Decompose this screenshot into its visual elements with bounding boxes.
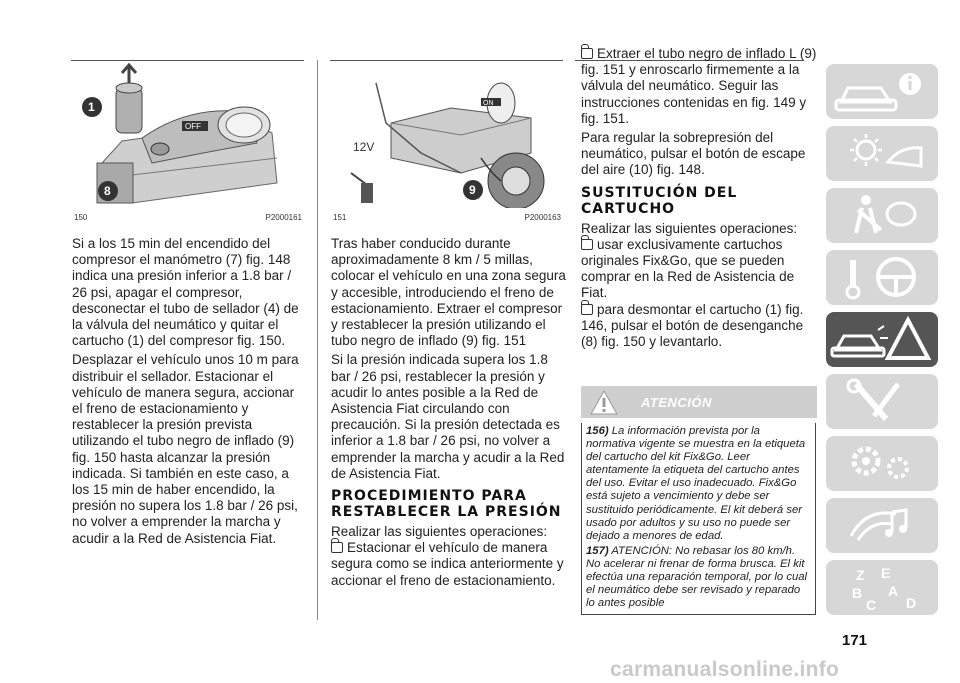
- sidebar-tab-starting[interactable]: [826, 250, 938, 305]
- page-number: 171: [842, 632, 868, 649]
- bullet-icon: [581, 239, 593, 250]
- figure-code: P2000161: [265, 213, 302, 222]
- technical-data-gears-icon: [826, 436, 938, 491]
- paragraph: Para regular la sobrepresión del neumático, pulsar el botón de escape del aire (10) fig. 148.: [581, 130, 806, 178]
- list-item: [581, 302, 817, 351]
- svg-text:A: A: [888, 583, 899, 599]
- figure-150-caption: [74, 213, 302, 222]
- dashboard-lights-icon: [826, 126, 938, 181]
- column-2-text: [331, 236, 567, 592]
- sidebar-tab-dashboard[interactable]: [826, 126, 938, 181]
- sidebar-tab-multimedia[interactable]: [826, 498, 938, 553]
- figure-number: 150: [74, 213, 88, 222]
- callout-1: 1: [88, 100, 95, 114]
- top-rule-col2: [330, 60, 563, 61]
- sidebar-tab-car-info[interactable]: [826, 64, 938, 119]
- section-heading: PROCEDIMIENTO PARA RESTABLECER LA PRESIÓN: [331, 488, 562, 521]
- note-text: La información prevista por la normativa vigente se muestra en la etiqueta del cartucho del kit Fix&Go. Leer atentamente la etiqueta del cartucho antes del uso. Evitar el uso inadecuado. Fix&Go está sujeto a vencimiento y debe ser sustituido periódicamente. El kit deberá ser usado por adultos y su uso no puede ser dejado a menores de edad.: [586, 425, 806, 542]
- callout-9: 9: [469, 183, 476, 197]
- note-number: 157): [586, 544, 609, 557]
- sidebar-tab-maintenance[interactable]: [826, 374, 938, 429]
- warning-box: [581, 423, 816, 615]
- paragraph: Desplazar el vehículo unos 10 m para distribuir el sellador. Estacionar el vehículo de manera segura, accionar el freno de estacionamiento y restablecer la presión prevista utilizando el tubo negro de inflado (9) fig. 150 hasta alcanzar la presión indicada. Si también en este caso, a los 15 min de haber encendido, la presión no supera los 1.8 bar / 26 psi, no volver a emprender la marcha y acudir a la Red de Asistencia Fiat.: [72, 352, 299, 546]
- sidebar-tab-index[interactable]: [826, 560, 938, 615]
- sidebar-tab-technical-data[interactable]: [826, 436, 938, 491]
- figure-151-caption: [333, 213, 561, 222]
- on-label: ON: [483, 100, 494, 107]
- paragraph: Realizar las siguientes operaciones:: [331, 524, 548, 540]
- list-item: [331, 540, 567, 589]
- list-item: [581, 46, 817, 127]
- list-item-text: usar exclusivamente cartuchos originales Fix&Go, que se pueden comprar en la Red de Asistencia de Fiat.: [581, 236, 795, 301]
- off-label: OFF: [185, 122, 201, 131]
- bullet-icon: [581, 304, 593, 315]
- breakdown-warning-icon: [826, 312, 938, 367]
- svg-text:C: C: [866, 597, 877, 613]
- paragraph: Si a los 15 min del encendido del compresor el manómetro (7) fig. 148 indica una presión inferior a 1.8 bar / 26 psi, apagar el compresor, desconectar el tubo de sellador (4) de la válvula del neumático y quitar el cartucho (1) del compresor fig. 150.: [72, 236, 299, 349]
- column-divider: [317, 60, 318, 620]
- list-item-text: para desmontar el cartucho (1) fig. 146, pulsar el botón de desenganche (8) fig. 150 y levantarlo.: [581, 301, 804, 350]
- list-item-text: Estacionar el vehículo de manera segura como se indica anteriormente y accionar el freno de estacionamiento.: [331, 540, 564, 588]
- column-3-text: [581, 46, 817, 353]
- index-letters-icon: [826, 560, 938, 615]
- note-number: 156): [586, 425, 609, 437]
- seatbelt-airbag-icon: [826, 188, 938, 243]
- column-1-text: [72, 236, 307, 550]
- figure-code: P2000163: [524, 213, 561, 222]
- multimedia-icon: [826, 498, 938, 553]
- warning-triangle-icon: [589, 388, 619, 416]
- svg-text:B: B: [852, 585, 863, 601]
- warning-title: ATENCIÓN: [641, 395, 712, 410]
- svg-text:E: E: [881, 565, 891, 581]
- warning-header: [581, 386, 817, 418]
- bullet-icon: [581, 48, 593, 59]
- bullet-icon: [331, 542, 343, 553]
- warning-note: [586, 425, 810, 543]
- list-item-text: Extraer el tubo negro de inflado L (9) fig. 151 y enroscarlo firmemente a la válvula del neumático. Seguir las instrucciones contenidas en fig. 149 y fig. 151.: [581, 46, 817, 126]
- paragraph: Si la presión indicada supera los 1.8 bar / 26 psi, restablecer la presión y acudir lo antes posible a la Red de Asistencia Fiat circulando con precaución. Si la presión detectada es inferior a 1.8 bar / 26 psi, no volver a emprender la marcha y acudir a la Red de Asistencia Fiat.: [331, 352, 565, 481]
- car-info-icon: [826, 64, 938, 119]
- section-heading: SUSTITUCIÓN DEL CARTUCHO: [581, 184, 738, 217]
- figure-151: [331, 63, 562, 208]
- top-rule-col1: [71, 60, 304, 61]
- steering-key-icon: [826, 250, 938, 305]
- figure-number: 151: [333, 213, 347, 222]
- paragraph: Realizar las siguientes operaciones:: [581, 220, 798, 236]
- note-text: ATENCIÓN: No rebasar los 80 km/h. No acelerar ni frenar de forma brusca. El kit efectúa una reparación temporal, por lo cual el neumático debe ser revisado y reparado lo antes posible: [586, 544, 808, 610]
- warning-note: [586, 545, 810, 610]
- svg-text:Z: Z: [856, 567, 865, 583]
- sidebar-tab-safety[interactable]: [826, 188, 938, 243]
- callout-8: 8: [104, 184, 111, 198]
- list-item: [581, 237, 817, 302]
- watermark: carmanualsonline.info: [610, 658, 840, 681]
- figure-150: [72, 63, 304, 208]
- paragraph: Tras haber conducido durante aproximadamente 8 km / 5 millas, colocar el vehículo en una zona segura y accesible, introduciendo el freno de estacionamiento. Extraer el compresor y restablecer la presión utilizando el tubo negro de inflado (9) fig. 151: [331, 236, 566, 349]
- volt-label: 12V: [353, 140, 375, 154]
- svg-text:D: D: [906, 595, 917, 611]
- maintenance-tools-icon: [826, 374, 938, 429]
- sidebar-tab-emergency[interactable]: [826, 312, 938, 367]
